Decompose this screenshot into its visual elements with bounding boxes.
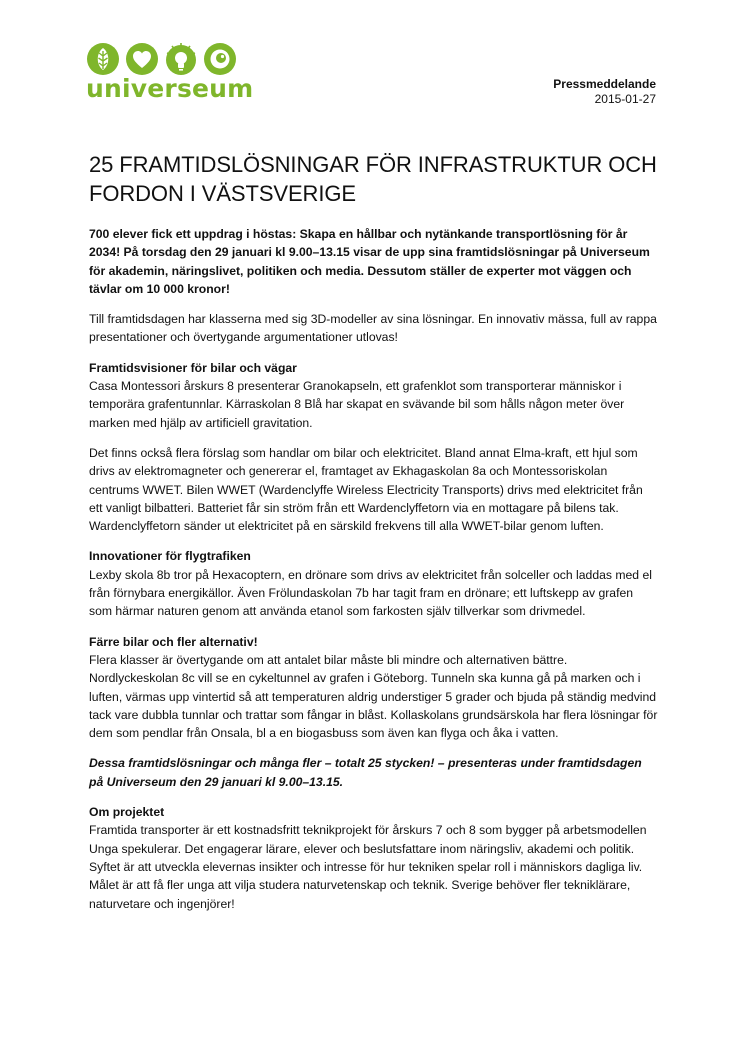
section-paragraph: Lexby skola 8b tror på Hexacoptern, en drönare som drivs av elektricitet från solceller och laddas med el från förnybara energikällor. Även Frölundaskolan 7b har tagit fram en drönare; ett luftskepp av grafen som härmar naturen genom att använda etanol som farkosten själv tillverkar som drivmedel. xyxy=(89,567,652,619)
universeum-logo xyxy=(86,42,256,108)
eye-icon xyxy=(203,42,237,76)
section-heading: Innovationer för flygtrafiken xyxy=(89,549,251,564)
heart-icon xyxy=(125,42,159,76)
closing-statement: Dessa framtidslösningar och många fler – totalt 25 stycken! – presenteras under framtidsdagen på Universeum den 29 januari kl 9.00–13.15. xyxy=(89,756,642,789)
section-aviation xyxy=(89,547,659,620)
document-date: 2015-01-27 xyxy=(594,92,656,106)
section-paragraph: Casa Montessori årskurs 8 presenterar Granokapseln, ett grafenklot som transporterar människor i temporära grafentunnlar. Kärraskolan 8 Blå har skapat en svävande bil som hålls någon meter över marken med hjälp av artificiell gravitation. xyxy=(89,379,625,430)
section-paragraph: Flera klasser är övertygande om att antalet bilar måste bli mindre och alternativen bättre. Nordlyckeskolan 8c vill se en cykeltunnel av grafen i Göteborg. Tunneln ska kunna gå på marken och i luften, värmas upp vintertid så att temperaturen aldrig understiger 5 grader och bjuda på ständig medvind tack vare dubbla tunnlar och trattar som fångar in blåst. Kollaskolans grundsärskola har flera lösningar för dem som pendlar från Onsala, bl a en biogasbuss som även kan flyga och åka i vatten. xyxy=(89,652,658,741)
page-title: 25 FRAMTIDSLÖSNINGAR FÖR INFRASTRUKTUR OCH FORDON I VÄSTSVERIGE xyxy=(89,152,657,206)
logo-wordmark: universeum xyxy=(86,74,254,103)
section-heading: Färre bilar och fler alternativ! xyxy=(89,634,258,649)
lead-paragraph: 700 elever fick ett uppdrag i höstas: Skapa en hållbar och nytänkande transportlösning för år 2034! På torsdag den 29 januari kl 9.00–13.15 visar de upp sina framtidslösningar på Universeum för akademin, näringslivet, politiken och media. Dessutom ställer de experter mot väggen och tävlar om 10 000 kronor! xyxy=(89,227,650,296)
intro-paragraph: Till framtidsdagen har klasserna med sig 3D-modeller av sina lösningar. En innovativ mässa, full av rappa presentationer och övertygande argumentationer utlovas! xyxy=(89,312,657,345)
section-alternatives xyxy=(89,633,659,743)
document-meta xyxy=(553,77,656,107)
press-release-body xyxy=(89,150,659,925)
section-about xyxy=(89,803,659,913)
logo-icons xyxy=(86,42,256,76)
section-heading: Framtidsvisioner för bilar och vägar xyxy=(89,360,297,375)
section-heading: Om projektet xyxy=(89,805,165,820)
lightbulb-icon xyxy=(164,42,198,76)
document-type: Pressmeddelande xyxy=(553,77,656,91)
leaf-icon xyxy=(86,42,120,76)
section-cars xyxy=(89,359,659,432)
section-paragraph: Det finns också flera förslag som handlar om bilar och elektricitet. Bland annat Elma-kraft, ett hjul som drivs av elektromagneter och genererar el, framtaget av Ekhagaskolan 8a och Montessoriskolan centrums WWET. Bilen WWET (Wardenclyffe Wireless Electricity Transports) drivs med elektricitet från ett vanligt bilbatteri. Batteriet får sin ström från ett Wardenclyffetorn via en mottagare på bilens tak. Wardenclyffetorn sänder ut elektricitet på en särskild frekvens till alla WWET-bilar genom luften. xyxy=(89,445,643,534)
section-paragraph: Framtida transporter är ett kostnadsfritt teknikprojekt för årskurs 7 och 8 som bygger på arbetsmodellen Unga spekulerar. Det engagerar lärare, elever och beslutsfattare inom näringsliv, akademi och politik. Syftet är att utveckla elevernas insikter och intresse för hur tekniken spelar roll i människors dagliga liv. Målet är att få fler unga att vilja studera naturvetenskap och teknik. Sverige behöver fler tekniklärare, naturvetare och ingenjörer! xyxy=(89,823,647,911)
